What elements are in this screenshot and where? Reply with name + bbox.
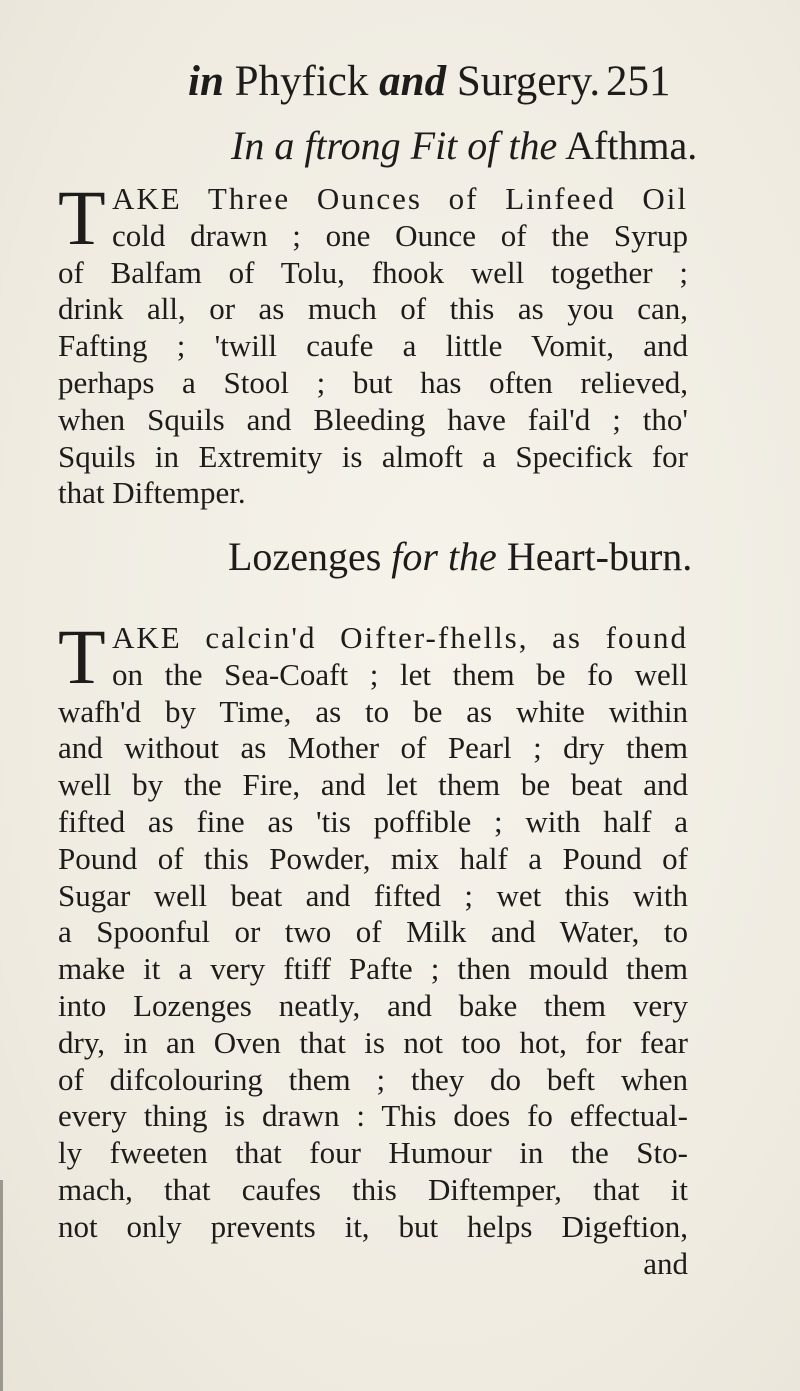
- text-line: a Spoonful or two of Milk and Water, to: [58, 914, 688, 950]
- page-edge-shadow: [0, 1180, 3, 1391]
- heading-roman-part: Heart-burn.: [506, 534, 693, 579]
- text-line: mach, that caufes this Diftemper, that it: [58, 1171, 688, 1207]
- running-head: [188, 52, 708, 112]
- text-line: Fafting ; 'twill caufe a little Vomit, and: [58, 328, 688, 364]
- page-number: 251: [606, 58, 671, 105]
- heading-italic-part: for the: [391, 534, 497, 579]
- section-heading-heartburn: [228, 529, 692, 585]
- text-line: perhaps a Stool ; but has often relieved,: [58, 364, 688, 400]
- text-line: AKE Three Ounces of Linfeed Oil: [112, 181, 688, 216]
- text-line: dry, in an Oven that is not too hot, for fear: [58, 1024, 688, 1060]
- text-line: Pound of this Powder, mix half a Pound of: [58, 840, 688, 876]
- text-line: into Lozenges neatly, and bake them very: [58, 987, 688, 1023]
- recipe-paragraph-heartburn: [58, 613, 688, 1282]
- catchword: and: [643, 1245, 688, 1281]
- text-line: and without as Mother of Pearl ; dry them: [58, 730, 688, 766]
- text-line: when Squils and Bleeding have fail'd ; tho': [58, 401, 688, 437]
- text-line: wafh'd by Time, as to be as white within: [58, 693, 688, 729]
- text-line: well by the Fire, and let them be beat and: [58, 767, 688, 803]
- text-line: of difcolouring them ; they do beft when: [58, 1061, 688, 1097]
- text-line: drink all, or as much of this as you can,: [58, 291, 688, 327]
- heading-roman-part: Afthma.: [565, 123, 698, 168]
- running-head-in: in: [188, 58, 224, 105]
- text-line: cold drawn ; one Ounce of the Syrup: [112, 217, 688, 253]
- text-line: ly fweeten that four Humour in the Sto-: [58, 1135, 688, 1171]
- text-line: fifted as fine as 'tis poffible ; with half a: [58, 803, 688, 839]
- text-line: make it a very ftiff Pafte ; then mould them: [58, 951, 688, 987]
- text-line: Squils in Extremity is almoft a Specifick for: [58, 438, 688, 474]
- text-line: every thing is drawn : This does fo effectual-: [58, 1098, 688, 1134]
- text-line: AKE calcin'd Oifter-fhells, as found: [112, 620, 688, 655]
- heading-roman-part: Lozenges: [228, 534, 382, 579]
- text-line: on the Sea-Coaft ; let them be fo well: [112, 656, 688, 692]
- text-line: not only prevents it, but helps Digeftion,: [58, 1208, 688, 1244]
- running-head-surgery: Surgery.: [456, 58, 601, 105]
- text-line: of Balfam of Tolu, fhook well together ;: [58, 254, 688, 290]
- section-heading-asthma: [231, 118, 697, 174]
- drop-cap: T: [58, 613, 106, 700]
- text-line: Sugar well beat and fifted ; wet this with: [58, 877, 688, 913]
- recipe-paragraph-asthma: [58, 174, 688, 512]
- drop-cap: T: [58, 174, 106, 261]
- heading-italic-part: In a ftrong Fit of the: [231, 123, 558, 168]
- running-head-and: and: [379, 58, 447, 105]
- text-line: that Diftemper.: [58, 475, 246, 511]
- running-head-physick: Phyfick: [234, 58, 369, 105]
